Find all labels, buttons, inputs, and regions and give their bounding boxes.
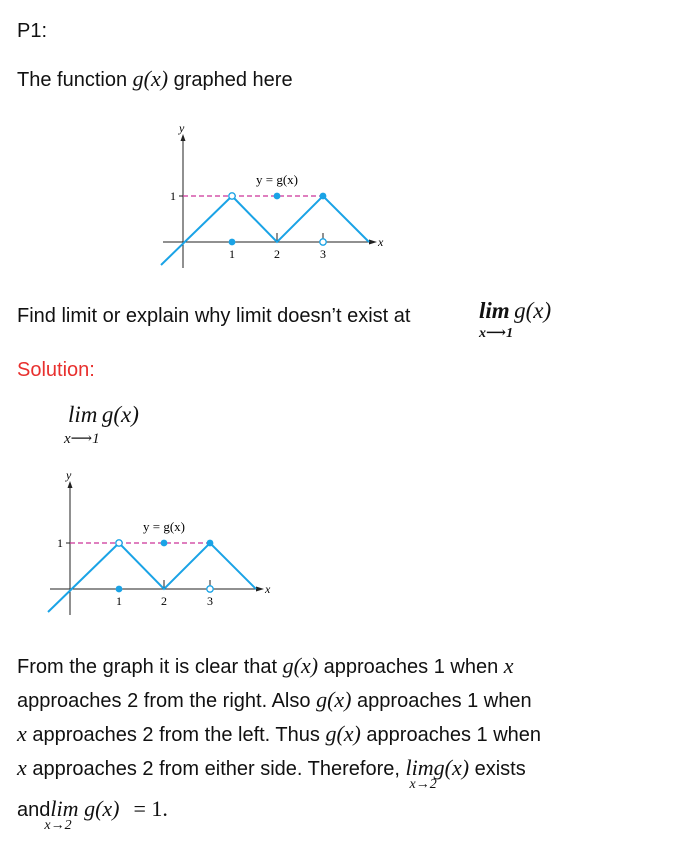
explanation-line-2	[17, 687, 532, 713]
expl-4-limit	[405, 755, 470, 792]
expl-4b: exists	[469, 758, 526, 780]
expl-1b: approaches 1 when	[318, 656, 504, 678]
x-tick-label-1: 1	[116, 594, 122, 608]
y-axis-arrow-icon	[181, 134, 186, 141]
question-lim: lim	[479, 298, 510, 323]
explanation-line-4	[17, 755, 526, 792]
solution-limit	[64, 402, 188, 447]
intro-text: The function	[17, 69, 133, 91]
intro-line	[17, 66, 293, 92]
open-point	[207, 586, 213, 592]
question-lim-sub: x⟶1	[479, 326, 514, 341]
filled-point	[274, 193, 281, 200]
expl-5lim: lim	[50, 796, 79, 821]
solution-lim-sub: x⟶1	[64, 431, 100, 447]
x-axis-arrow-icon	[369, 240, 377, 245]
x-tick-label-3: 3	[207, 594, 213, 608]
curve-segment-1	[48, 543, 119, 612]
filled-point	[116, 586, 123, 593]
open-point	[229, 193, 235, 199]
problem-label: P1:	[17, 20, 48, 42]
expl-3b: approaches 1 when	[360, 724, 542, 746]
curve-segment-2	[232, 196, 369, 242]
question-limit	[479, 298, 579, 341]
curve-segment-2	[119, 543, 256, 589]
open-point	[116, 540, 122, 546]
expl-3f: g(x)	[325, 721, 361, 746]
solution-label: Solution:	[17, 359, 95, 381]
expl-1a: From the graph it is clear that	[17, 656, 283, 678]
expl-4sub: x→2	[409, 777, 437, 792]
expl-2a: approaches 2 from the right. Also	[17, 690, 317, 712]
x-tick-label-2: 2	[161, 594, 167, 608]
y-tick-label-1: 1	[57, 536, 63, 550]
x-tick-label-2: 2	[274, 247, 280, 261]
explanation-line-3	[17, 721, 541, 747]
expl-5sub: x→2	[44, 818, 72, 833]
intro-function: g(x)	[132, 66, 169, 91]
x-axis-label: x	[378, 235, 384, 249]
expl-5f: g(x)	[84, 796, 120, 821]
expl-3a: approaches 2 from the left. Thus	[26, 724, 326, 746]
question-line	[17, 305, 410, 328]
solution-function: g(x)	[101, 402, 139, 427]
expl-5eq: = 1.	[133, 796, 168, 821]
expl-4f: g(x)	[433, 755, 470, 780]
x-tick-label-1: 1	[229, 247, 235, 261]
expl-4lim: lim	[405, 755, 434, 780]
question-function: g(x)	[514, 298, 552, 323]
expl-1f: g(x)	[282, 653, 319, 678]
solution-lim: lim	[68, 402, 98, 427]
filled-point	[320, 193, 327, 200]
filled-point	[207, 540, 214, 547]
graph-2	[42, 465, 287, 617]
x-axis-label: x	[265, 582, 271, 596]
expl-3x: x	[17, 721, 27, 746]
expl-5and: and	[17, 799, 51, 821]
curve-segment-1	[161, 196, 232, 265]
x-tick-label-3: 3	[320, 247, 326, 261]
explanation-line-5	[17, 796, 168, 833]
intro-tail: graphed here	[168, 69, 293, 91]
expl-4a: approaches 2 from either side. Therefore,	[26, 758, 406, 780]
function-label: y = g(x)	[143, 519, 185, 534]
expl-5-limit	[44, 796, 120, 833]
x-axis-arrow-icon	[256, 587, 264, 592]
graph-1	[155, 118, 400, 270]
explanation-line-1	[17, 653, 514, 679]
open-point	[320, 239, 326, 245]
question-text: Find limit or explain why limit doesn’t exist at	[17, 305, 411, 327]
filled-point	[229, 239, 236, 246]
expl-2f: g(x)	[316, 687, 352, 712]
expl-1x: x	[503, 653, 514, 678]
expl-2b: approaches 1 when	[351, 690, 532, 712]
filled-point	[161, 540, 168, 547]
expl-4x: x	[17, 755, 27, 780]
y-axis-label: y	[179, 121, 185, 135]
y-axis-label: y	[66, 468, 72, 482]
y-tick-label-1: 1	[170, 189, 176, 203]
function-label: y = g(x)	[256, 172, 298, 187]
y-axis-arrow-icon	[68, 481, 73, 488]
